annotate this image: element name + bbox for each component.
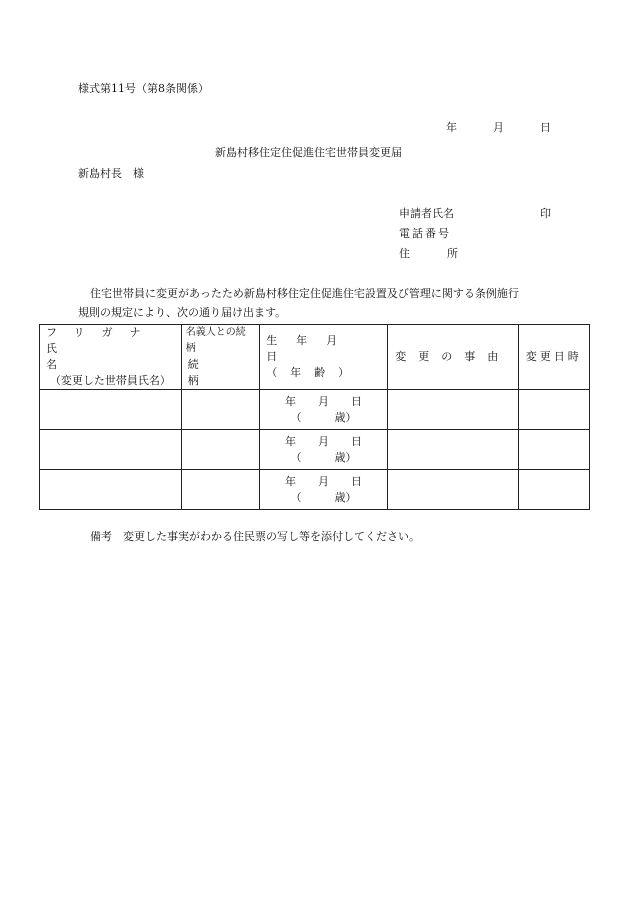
header-birth-line1: 生年月日 bbox=[266, 334, 357, 363]
header-birth-cell bbox=[260, 325, 388, 390]
birth-input-cell[interactable] bbox=[260, 390, 388, 430]
table-row bbox=[40, 430, 590, 470]
header-name-cell bbox=[40, 325, 182, 390]
body-text-line2: 規則の規定により、次の通り届け出ます。 bbox=[78, 306, 287, 319]
date-day-label: 日 bbox=[540, 121, 551, 134]
date-year-label: 年 bbox=[446, 121, 457, 134]
applicant-name-label: 申請者氏名 bbox=[399, 207, 454, 220]
header-furigana: フリガナ bbox=[46, 326, 158, 339]
change-date-input-cell[interactable] bbox=[518, 470, 589, 510]
header-name: 氏名 bbox=[46, 342, 167, 371]
body-text-line1: 住宅世帯員に変更があったため新島村移住定住促進住宅設置及び管理に関する条例施行 bbox=[90, 287, 519, 300]
phone-label: 電話番号 bbox=[399, 227, 451, 240]
age-line: （ 歳） bbox=[290, 450, 357, 464]
remarks: 備考 変更した事実がわかる住民票の写し等を添付してください。 bbox=[90, 530, 420, 543]
header-relation-cell bbox=[181, 325, 259, 390]
relation-input-cell[interactable] bbox=[181, 470, 259, 510]
header-changed-member: （変更した世帯員氏名） bbox=[49, 374, 171, 387]
birth-date-line: 年 月 日 bbox=[285, 434, 363, 448]
page-title: 新島村移住定住促進住宅世帯員変更届 bbox=[215, 146, 402, 159]
reason-input-cell[interactable] bbox=[387, 390, 518, 430]
form-number: 様式第11号（第8条関係） bbox=[78, 82, 209, 95]
relation-input-cell[interactable] bbox=[181, 390, 259, 430]
table-row bbox=[40, 470, 590, 510]
table-row bbox=[40, 390, 590, 430]
addressee: 新島村長 様 bbox=[78, 167, 144, 180]
change-date-input-cell[interactable] bbox=[518, 390, 589, 430]
table-header-row bbox=[40, 325, 590, 390]
birth-date-line: 年 月 日 bbox=[285, 474, 363, 488]
header-reason: 変更の事由 bbox=[387, 325, 518, 390]
age-line: （ 歳） bbox=[290, 490, 357, 504]
address-label-char1: 住 bbox=[399, 247, 410, 260]
header-relation-line1: 名義人との続柄 bbox=[185, 327, 246, 354]
change-date-input-cell[interactable] bbox=[518, 430, 589, 470]
header-change-date: 変更日時 bbox=[518, 325, 589, 390]
birth-input-cell[interactable] bbox=[260, 470, 388, 510]
relation-input-cell[interactable] bbox=[181, 430, 259, 470]
date-month-label: 月 bbox=[493, 121, 504, 134]
header-relation-line2: 続柄 bbox=[187, 358, 239, 387]
address-label-char2: 所 bbox=[447, 247, 458, 260]
age-line: （ 歳） bbox=[290, 410, 357, 424]
birth-date-line: 年 月 日 bbox=[285, 394, 363, 408]
address-label bbox=[399, 247, 458, 261]
name-input-cell[interactable] bbox=[40, 430, 182, 470]
reason-input-cell[interactable] bbox=[387, 430, 518, 470]
header-birth-line2: （年齢） bbox=[266, 366, 363, 379]
name-input-cell[interactable] bbox=[40, 470, 182, 510]
seal-label: 印 bbox=[540, 207, 551, 220]
birth-input-cell[interactable] bbox=[260, 430, 388, 470]
change-table bbox=[39, 324, 590, 510]
reason-input-cell[interactable] bbox=[387, 470, 518, 510]
name-input-cell[interactable] bbox=[40, 390, 182, 430]
